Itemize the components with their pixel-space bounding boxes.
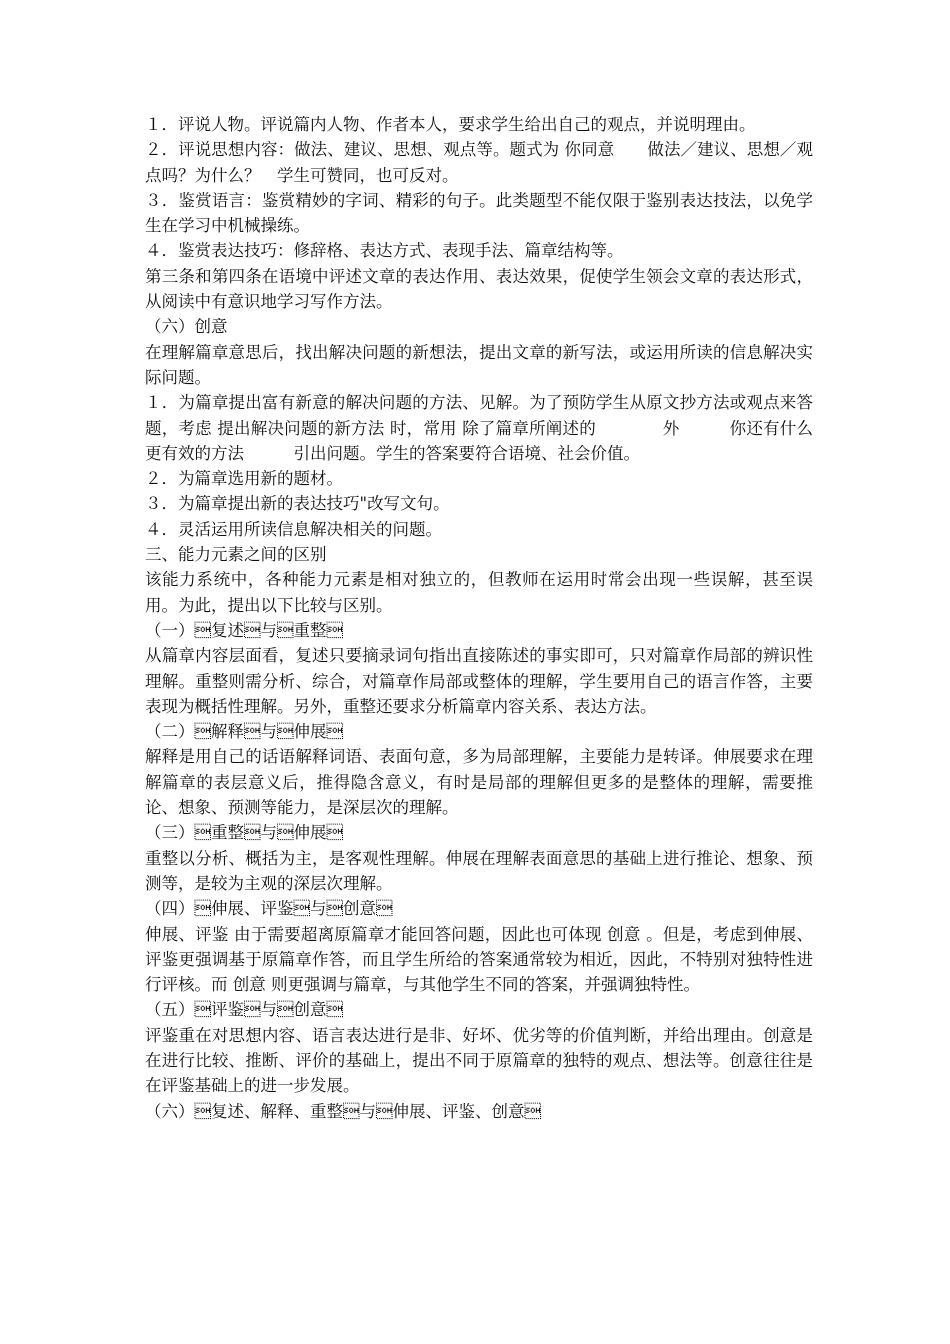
heading-compare-6: （六）复述、解释、重整与伸展、评鉴、创意 [145,1101,541,1121]
paragraph-compare-4: 伸展、评鉴 由于需要超离原篇章才能回答问题，因此也可体现 创意 。但是，考虑到伸展、评鉴更强调基于原篇章作答，而且学生所给的答案通常较为相近，因此，不特别对独特性进行评核。而 创意 则更强调与篇章，与其他学生不同的答案，并强调独特性。 [145,924,813,995]
paragraph-compare-3: 重整以分析、概括为主，是客观性理解。伸展在理解表面意思的基础上进行推论、想象、预测等，是较为主观的深层次理解。 [145,848,813,893]
heading-compare-4: （四）伸展、评鉴与创意 [145,899,393,919]
heading-compare-1: （一）复述与重整 [145,620,343,640]
paragraph-compare-1: 从篇章内容层面看，复述只要摘录词句指出直接陈述的事实即可，只对篇章作局部的辨识性理解。重整则需分析、综合，对篇章作局部或整体的理解，学生要用自己的语言作答，主要表现为概括性理解。另外，重整还要求分析篇章内容关系、表达方法。 [145,646,813,716]
item-appreciate-technique: ４．鉴赏表达技巧：修辞格、表达方式、表现手法、篇章结构等。 [145,241,624,261]
paragraph-compare-5: 评鉴重在对思想内容、语言表达进行是非、好坏、优劣等的价值判断，并给出理由。创意是在进行比较、推断、评价的基础上，提出不同于原篇章的独特的观点、想法等。创意往往是在评鉴基础上的进一步发展。 [145,1025,813,1096]
item-new-technique: ３．为篇章提出新的表达技巧"改写文句。 [145,494,450,514]
heading-creativity: （六）创意 [145,317,228,337]
heading-compare-5: （五）评鉴与创意 [145,1000,343,1020]
heading-compare-3: （三）重整与伸展 [145,823,343,843]
item-comment-characters: １．评说人物。评说篇内人物、作者本人，要求学生给出自己的观点，并说明理由。 [145,115,756,134]
paragraph-section-three-intro: 该能力系统中，各种能力元素是相对独立的，但教师在运用时常会出现一些误解，甚至误用。为此，提出以下比较与区别。 [145,570,813,615]
paragraph-creativity-definition: 在理解篇章意思后，找出解决问题的新想法，提出文章的新写法，或运用所读的信息解决实际问题。 [145,342,813,387]
heading-section-three: 三、能力元素之间的区别 [145,545,327,565]
paragraph-items-three-four: 第三条和第四条在语境中评述文章的表达作用、表达效果，促使学生领会文章的表达形式，从阅读中有意识地学习写作方法。 [145,266,813,312]
item-appreciate-language: ３．鉴赏语言：鉴赏精妙的字词、精彩的句子。此类题型不能仅限于鉴别表达技法，以免学生在学习中机械操练。 [145,190,813,236]
item-new-material: ２．为篇章选用新的题材。 [145,469,343,489]
document-page [145,112,813,1124]
item-apply-information: ４．灵活运用所读信息解决相关的问题。 [145,519,442,539]
item-comment-ideas: ２．评说思想内容：做法、建议、思想、观点等。题式为 你同意 做法／建议、思想／观点吗？为什么？ 学生可赞同，也可反对。 [145,140,813,185]
heading-compare-2: （二）解释与伸展 [145,722,343,742]
item-new-solutions: １．为篇章提出富有新意的解决问题的方法、见解。为了预防学生从原文抄方法或观点来答题，考虑 提出解决问题的新方法 时，常用 除了篇章所阐述的 外 你还有什么更有效的方法 引出问题。学生的答案要符合语境、社会价值。 [145,393,813,463]
paragraph-compare-2: 解释是用自己的话语解释词语、表面句意，多为局部理解，主要能力是转译。伸展要求在理解篇章的表层意义后，推得隐含意义，有时是局部的理解但更多的是整体的理解，需要推论、想象、预测等能力，是深层次的理解。 [145,747,813,818]
